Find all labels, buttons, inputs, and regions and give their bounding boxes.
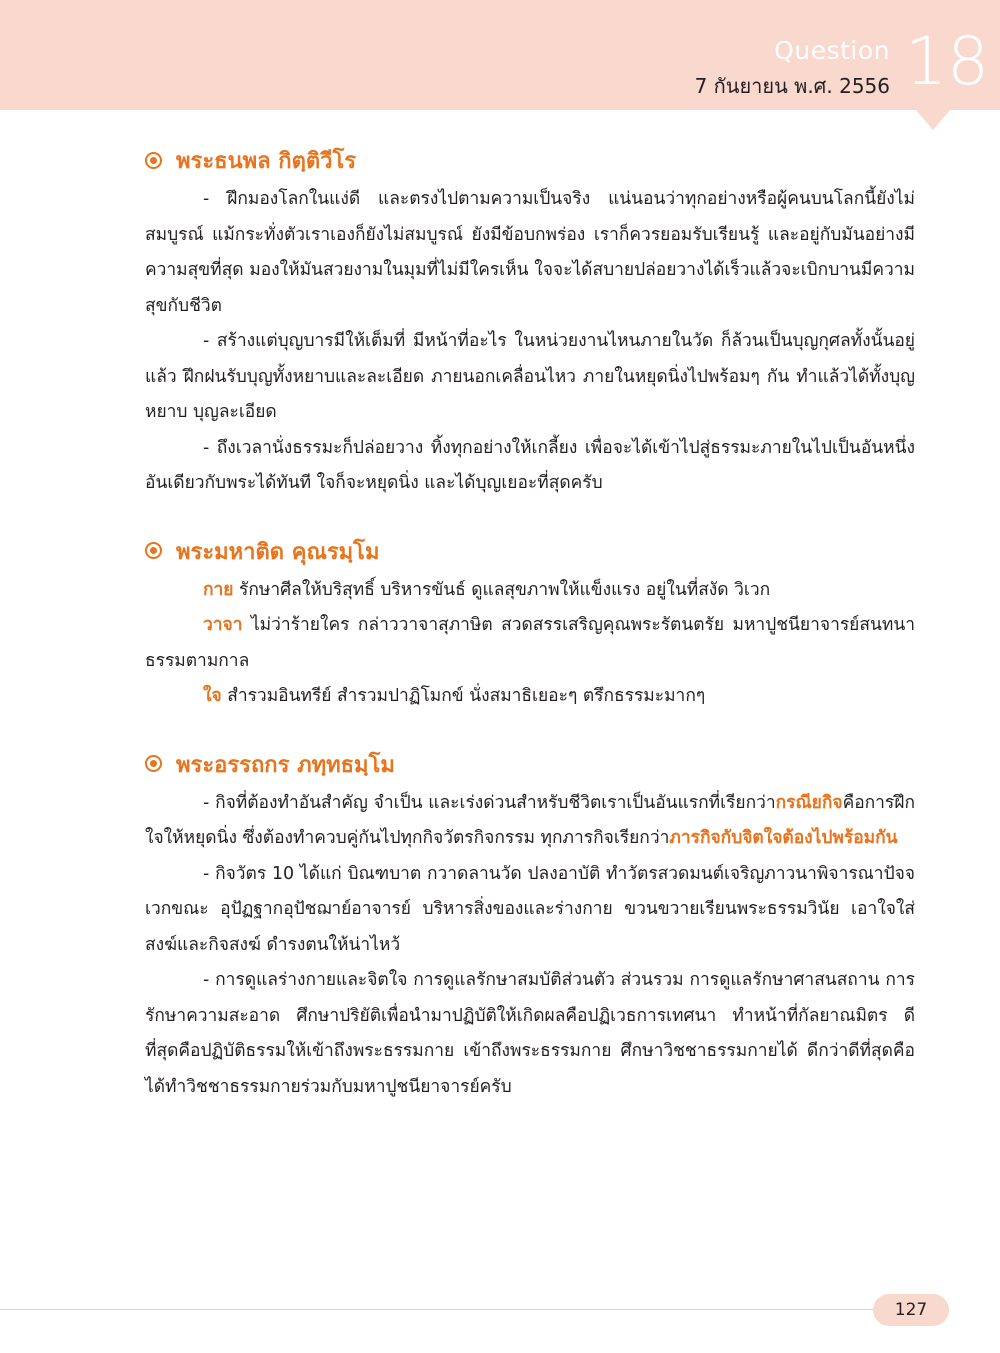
term-label: กาย xyxy=(203,579,234,600)
section-title: พระธนพล กิตฺติวีโร xyxy=(145,142,915,182)
highlight-term: กรณียกิจ xyxy=(775,792,843,813)
bullet-circle-icon xyxy=(145,152,162,169)
paragraph: - สร้างแต่บุญบารมีให้เต็มที่ มีหน้าที่อะไร ในหน่วยงานไหนภายในวัด ก็ล้วนเป็นบุญกุศลทั้งนั้นอยู่แล้ว ฝึกฝนรับบุญทั้งหยาบและละเอียด ภายนอกเคลื่อนไหว ภายในหยุดนิ่งไปพร้อมๆ กัน ทำแล้วได้ทั้งบุญหยาบ บุญละเอียด xyxy=(145,331,915,422)
bullet-circle-icon xyxy=(145,542,162,559)
bullet-circle-icon xyxy=(145,755,162,772)
section-1 xyxy=(145,142,915,502)
section-2 xyxy=(145,533,915,715)
term-label: ใจ xyxy=(203,686,222,706)
question-number: 18 xyxy=(905,23,989,100)
list-item: กาย รักษาศีลให้บริสุทธิ์ บริหารขันธ์ ดูแลสุขภาพให้แข็งแรง อยู่ในที่สงัด วิเวก xyxy=(203,579,771,600)
section-title: พระอรรถกร ภทฺทธมฺโม xyxy=(145,746,915,786)
paragraph: - กิจที่ต้องทำอันสำคัญ จำเป็น และเร่งด่วนสำหรับชีวิตเราเป็นอันแรกที่เรียกว่ากรณียกิจคือการฝึกใจให้หยุดนิ่ง ซึ่งต้องทำควบคู่กันไปทุกกิจวัตรกิจกรรม ทุกภารกิจเรียกว่าภารกิจกับจิตใจต้องไปพร้อมกัน xyxy=(145,792,915,848)
page-number: 127 xyxy=(873,1294,949,1326)
paragraph: - กิจวัตร 10 ได้แก่ บิณฑบาต กวาดลานวัด ปลงอาบัติ ทำวัตรสวดมนต์เจริญภาวนาพิจารณาปัจจเวกขณะ อุปัฏฐากอุปัชฌาย์อาจารย์ บริหารสิ่งของและร่างกาย ขวนขวายเรียนพระธรรมวินัย เอาใจใส่สงฆ์และกิจสงฆ์ ดำรงตนให้น่าไหว้ xyxy=(145,863,915,955)
paragraph: - ถึงเวลานั่งธรรมะก็ปล่อยวาง ทิ้งทุกอย่างให้เกลี้ยง เพื่อจะได้เข้าไปสู่ธรรมะภายในไปเป็นอันหนึ่งอันเดียวกับพระได้ทันที ใจก็จะหยุดนิ่ง และได้บุญเยอะที่สุดครับ xyxy=(145,437,915,493)
header-pointer xyxy=(916,110,950,130)
section-title: พระมหาติด คุณรมฺโม xyxy=(145,533,915,573)
paragraph: - การดูแลร่างกายและจิตใจ การดูแลรักษาสมบัติส่วนตัว ส่วนรวม การดูแลรักษาศาสนสถาน การรักษาความสะอาด ศึกษาปริยัติเพื่อนำมาปฏิบัติให้เกิดผลคือปฏิเวธการเทศนา ทำหน้าที่กัลยาณมิตร ดีที่สุดคือปฏิบัติธรรมให้เข้าถึงพระธรรมกาย เข้าถึงพระธรรมกาย ศึกษาวิชชาธรรมกายได้ ดีกว่าดีที่สุดคือได้ทำวิชชาธรรมกายร่วมกับมหาปูชนียาจารย์ครับ xyxy=(145,970,915,1097)
list-item: ใจ สำรวมอินทรีย์ สำรวมปาฏิโมกข์ นั่งสมาธิเยอะๆ ตรึกธรรมะมากๆ xyxy=(203,686,706,706)
page-content xyxy=(145,142,915,1105)
paragraph: - ฝึกมองโลกในแง่ดี และตรงไปตามความเป็นจริง แน่นอนว่าทุกอย่างหรือผู้คนบนโลกนี้ยังไม่สมบูรณ์ แม้กระทั่งตัวเราเองก็ยังไม่สมบูรณ์ ยังมีข้อบกพร่อง เราก็ควรยอมรับเรียนรู้ และอยู่กับมันอย่างมีความสุขที่สุด มองให้มันสวยงามในมุมที่ไม่มีใครเห็น ใจจะได้สบายปล่อยวางได้เร็วแล้วจะเบิกบานมีความสุขกับชีวิต xyxy=(145,189,915,316)
highlight-term: ภารกิจกับจิตใจต้องไปพร้อมกัน xyxy=(669,828,898,848)
list-item: วาจา ไม่ว่าร้ายใคร กล่าววาจาสุภาษิต สวดสรรเสริญคุณพระรัตนตรัย มหาปูชนียาจารย์สนทนาธรรมตามกาล xyxy=(145,615,915,671)
term-label: วาจา xyxy=(203,615,243,635)
question-label: Question xyxy=(774,36,890,65)
question-date: 7 กันยายน พ.ศ. 2556 xyxy=(694,74,890,98)
section-3 xyxy=(145,746,915,1106)
footer-line xyxy=(0,1309,880,1310)
